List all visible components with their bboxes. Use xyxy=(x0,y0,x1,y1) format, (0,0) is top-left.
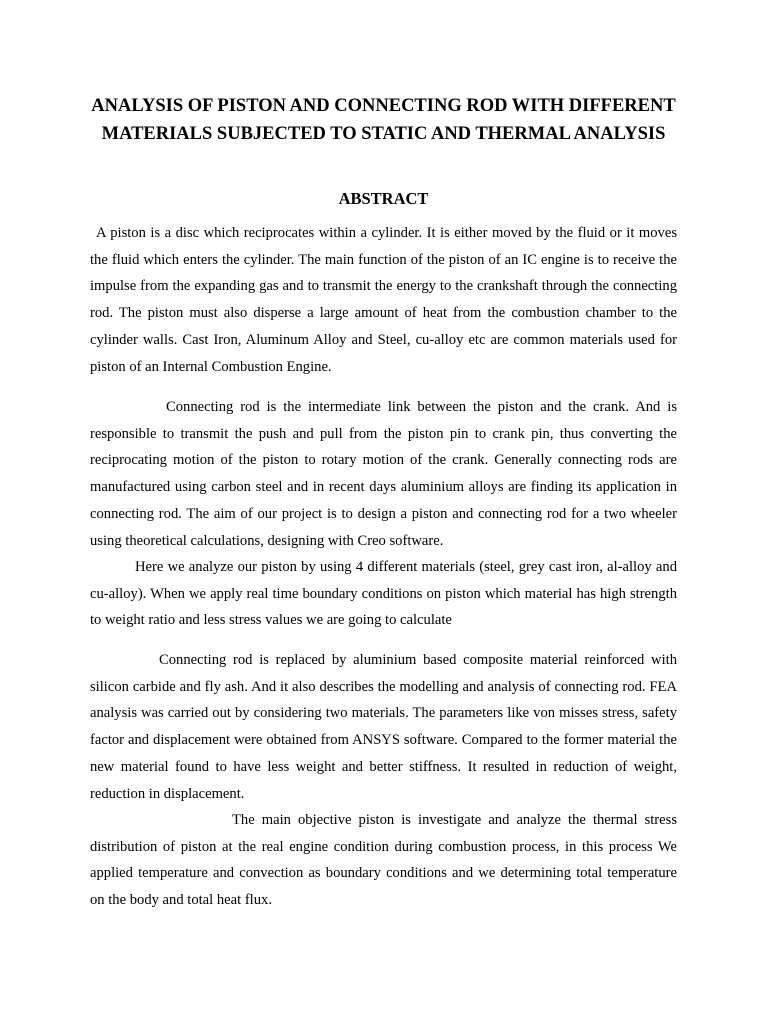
abstract-paragraph-1: A piston is a disc which reciprocates within a cylinder. It is either moved by the fluid or it moves the fluid which enters the cylinder. The main function of the piston of an IC engine is to receive the impulse from the expanding gas and to transmit the energy to the crankshaft through the connecting rod. The piston must also disperse a large amount of heat from the combustion chamber to the cylinder walls. Cast Iron, Aluminum Alloy and Steel, cu-alloy etc are common materials used for piston of an Internal Combustion Engine. xyxy=(90,225,677,375)
abstract-paragraph-2: Connecting rod is the intermediate link between the piston and the crank. And is responsible to transmit the push and pull from the piston pin to crank pin, thus converting the reciprocating motion of the piston to rotary motion of the crank. Generally connecting rods are manufactured using carbon steel and in recent days aluminium alloys are finding its application in connecting rod. The aim of our project is to design a piston and connecting rod for a two wheeler using theoretical calculations, designing with Creo software. xyxy=(90,399,677,549)
abstract-paragraph-5: The main objective piston is investigate and analyze the thermal stress distribution of piston at the real engine condition during combustion process, in this process We applied temperature and convection as boundary conditions and we determining total temperature on the body and total heat flux. xyxy=(90,812,677,909)
abstract-heading: ABSTRACT xyxy=(338,189,429,208)
abstract-paragraph-3: Here we analyze our piston by using 4 different materials (steel, grey cast iron, al-alloy and cu-alloy). When we apply real time boundary conditions on piston which material has high strength to weight ratio and less stress values we are going to calculate xyxy=(90,559,677,629)
abstract-paragraph-4: Connecting rod is replaced by aluminium based composite material reinforced with silicon carbide and fly ash. And it also describes the modelling and analysis of connecting rod. FEA analysis was carried out by considering two materials. The parameters like von misses stress, safety factor and displacement were obtained from ANSYS software. Compared to the former material the new material found to have less weight and better stiffness. It resulted in reduction of weight, reduction in displacement. xyxy=(90,652,677,802)
document-title: ANALYSIS OF PISTON AND CONNECTING ROD WITH DIFFERENT MATERIALS SUBJECTED TO STATIC AND THERMAL ANALYSIS xyxy=(91,96,676,144)
